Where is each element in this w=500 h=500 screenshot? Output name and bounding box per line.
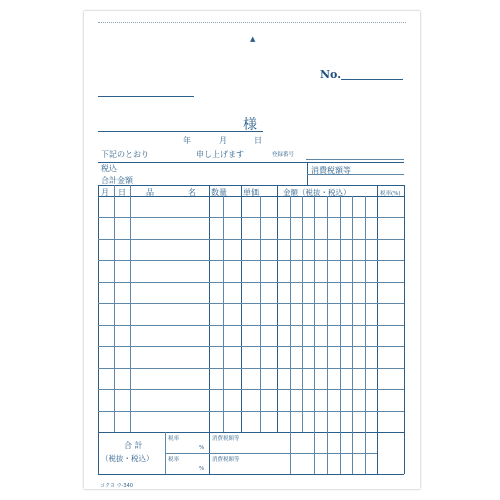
triangle-marker-icon: ▲ (250, 35, 256, 43)
col-divider-quantity (241, 185, 242, 432)
tax-amount-label-2: 消費税額等 (212, 457, 240, 463)
header-quantity: 数量 (211, 188, 227, 197)
total-amount-label: 合計金額 (101, 176, 133, 185)
tax-amount-label-1: 消費税額等 (212, 436, 240, 442)
zeikomi-label: 税込 (101, 164, 117, 173)
moushiage-text: 申し上げます (196, 150, 244, 159)
recipient-name-field[interactable] (98, 96, 194, 97)
document-number-field[interactable] (341, 79, 403, 80)
table-row[interactable] (98, 368, 404, 369)
tax-amount-field[interactable] (307, 174, 404, 175)
col-divider-amount (377, 185, 378, 474)
totals-middle-line (165, 453, 377, 454)
registration-label: 登録番号 (272, 152, 295, 158)
amount-digit-divider-4 (327, 196, 328, 474)
table-row[interactable] (98, 282, 404, 283)
invoice-sheet (84, 11, 420, 489)
registration-field[interactable] (306, 159, 404, 160)
totals-label-divider (165, 432, 166, 474)
table-bottom-border (98, 474, 404, 475)
recipient-line[interactable] (98, 131, 263, 132)
col-divider-item (209, 185, 210, 474)
date-year-label: 年 (183, 136, 191, 145)
quantity-digit-divider (223, 196, 224, 432)
date-month-label: 月 (219, 136, 227, 145)
unit-price-digit-divider (260, 196, 261, 432)
document-number-label: No. (320, 68, 342, 81)
table-row[interactable] (98, 260, 404, 261)
amount-digit-divider-2 (302, 196, 303, 432)
header-day: 日 (118, 188, 126, 197)
header-month: 月 (101, 188, 109, 197)
col-divider-day (130, 185, 131, 432)
table-top-border (98, 185, 404, 186)
col-divider-unit-price (277, 185, 278, 432)
table-right-border (404, 185, 405, 474)
date-day-label: 日 (254, 136, 262, 145)
table-row[interactable] (98, 303, 404, 304)
table-row[interactable] (98, 217, 404, 218)
table-row[interactable] (98, 411, 404, 412)
totals-top-border (98, 432, 404, 433)
table-row[interactable] (98, 346, 404, 347)
totals-label: 合 計 (124, 441, 143, 450)
honorific-sama: 様 (243, 117, 257, 133)
header-item-1: 品 (146, 188, 154, 197)
header-amount: 金額（税抜・税込） (283, 188, 351, 197)
tax-rate-label-1: 税率 (168, 436, 180, 442)
header-tax-rate: 税率(%) (380, 191, 401, 197)
table-left-border (98, 185, 99, 474)
tax-amount-label: 消費税額等 (311, 166, 351, 175)
intro-text: 下記のとおり (101, 150, 149, 159)
header-item-2: 名 (188, 188, 196, 197)
header-unit-price: 単価 (243, 188, 259, 197)
percent-sign-2: % (199, 466, 205, 472)
product-code: コクヨ ウ-340 (100, 483, 133, 489)
amount-digit-divider-6 (352, 196, 353, 474)
amount-digit-divider-5 (340, 196, 341, 474)
tax-rate-label-2: 税率 (168, 457, 180, 463)
percent-sign-1: % (199, 445, 205, 451)
amount-digit-divider-1 (290, 196, 291, 474)
col-divider-month (114, 185, 115, 432)
table-row[interactable] (98, 239, 404, 240)
amount-digit-divider-3 (314, 196, 315, 474)
total-area-top-border (98, 162, 404, 163)
table-row[interactable] (98, 325, 404, 326)
amount-digit-divider-7 (365, 196, 366, 474)
table-row[interactable] (98, 389, 404, 390)
perforation-line (98, 22, 406, 23)
totals-tax-type-label: （税抜・税込） (101, 454, 154, 463)
